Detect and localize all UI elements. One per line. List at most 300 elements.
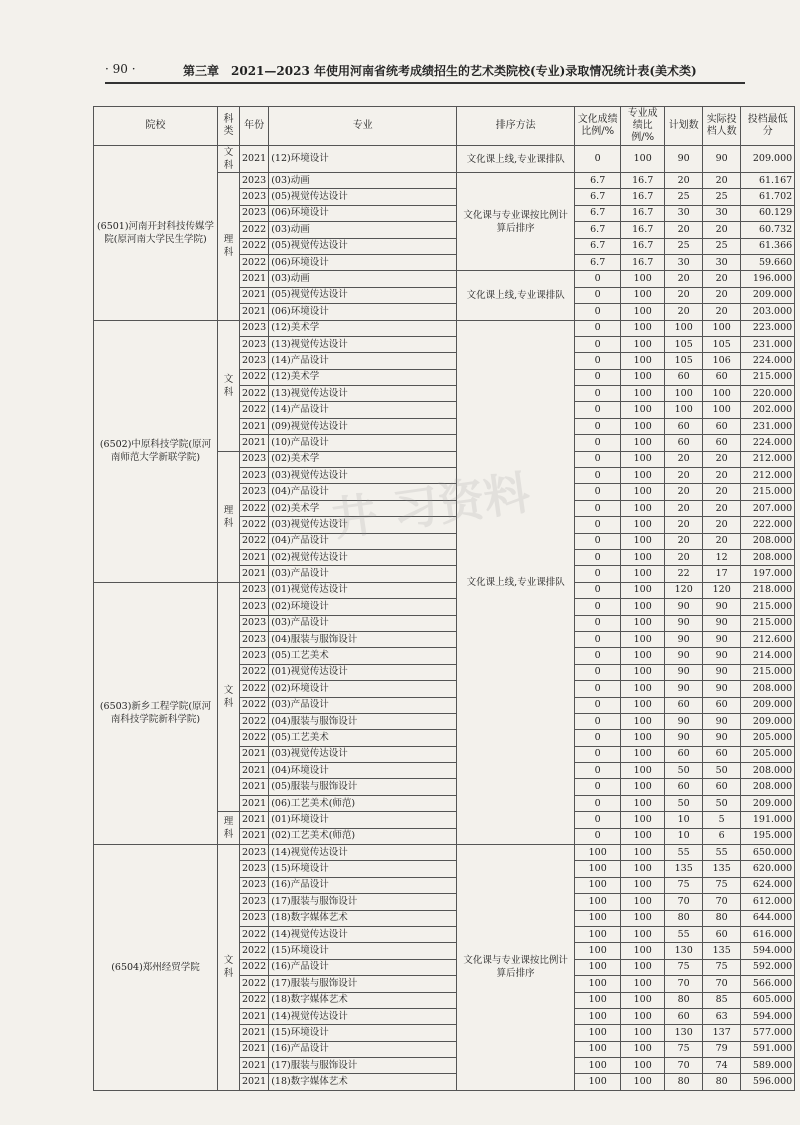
year-cell: 2022 <box>240 664 269 680</box>
culture-ratio-cell: 6.7 <box>575 238 621 254</box>
min-score-cell: 61.366 <box>741 238 795 254</box>
year-cell: 2021 <box>240 1008 269 1024</box>
culture-ratio-cell: 0 <box>575 746 621 762</box>
major-ratio-cell: 100 <box>621 877 665 893</box>
major-ratio-cell: 100 <box>621 910 665 926</box>
major-ratio-cell: 100 <box>621 648 665 664</box>
admitted-count-cell: 135 <box>703 943 741 959</box>
col-major: 专业 <box>269 107 457 146</box>
school-name: (6504)郑州经贸学院 <box>94 845 218 1091</box>
major-cell: (05)工艺美术 <box>269 730 457 746</box>
plan-count-cell: 20 <box>665 173 703 189</box>
major-ratio-cell: 100 <box>621 926 665 942</box>
culture-ratio-cell: 0 <box>575 500 621 516</box>
admitted-count-cell: 63 <box>703 1008 741 1024</box>
min-score-cell: 209.000 <box>741 795 795 811</box>
culture-ratio-cell: 100 <box>575 910 621 926</box>
culture-ratio-cell: 100 <box>575 877 621 893</box>
major-cell: (12)美术学 <box>269 320 457 336</box>
culture-ratio-cell: 0 <box>575 386 621 402</box>
plan-count-cell: 90 <box>665 681 703 697</box>
admitted-count-cell: 135 <box>703 861 741 877</box>
min-score-cell: 207.000 <box>741 500 795 516</box>
admitted-count-cell: 20 <box>703 533 741 549</box>
admitted-count-cell: 6 <box>703 828 741 844</box>
min-score-cell: 197.000 <box>741 566 795 582</box>
culture-ratio-cell: 0 <box>575 599 621 615</box>
col-school: 院校 <box>94 107 218 146</box>
min-score-cell: 196.000 <box>741 271 795 287</box>
plan-count-cell: 50 <box>665 763 703 779</box>
year-cell: 2022 <box>240 500 269 516</box>
major-cell: (03)动画 <box>269 222 457 238</box>
major-ratio-cell: 100 <box>621 336 665 352</box>
culture-ratio-cell: 0 <box>575 533 621 549</box>
min-score-cell: 215.000 <box>741 664 795 680</box>
admitted-count-cell: 60 <box>703 369 741 385</box>
min-score-cell: 208.000 <box>741 533 795 549</box>
major-ratio-cell: 16.7 <box>621 238 665 254</box>
plan-count-cell: 10 <box>665 812 703 828</box>
major-ratio-cell: 100 <box>621 271 665 287</box>
major-ratio-cell: 100 <box>621 943 665 959</box>
year-cell: 2023 <box>240 320 269 336</box>
admitted-count-cell: 20 <box>703 468 741 484</box>
plan-count-cell: 100 <box>665 402 703 418</box>
culture-ratio-cell: 0 <box>575 369 621 385</box>
major-ratio-cell: 16.7 <box>621 205 665 221</box>
year-cell: 2021 <box>240 1074 269 1090</box>
plan-count-cell: 55 <box>665 845 703 861</box>
min-score-cell: 620.000 <box>741 861 795 877</box>
major-ratio-cell: 100 <box>621 631 665 647</box>
plan-count-cell: 75 <box>665 877 703 893</box>
year-cell: 2021 <box>240 795 269 811</box>
major-cell: (03)产品设计 <box>269 566 457 582</box>
major-cell: (10)产品设计 <box>269 435 457 451</box>
plan-count-cell: 90 <box>665 146 703 173</box>
major-ratio-cell: 100 <box>621 730 665 746</box>
col-culture-ratio: 文化成绩比例/% <box>575 107 621 146</box>
major-cell: (16)产品设计 <box>269 877 457 893</box>
min-score-cell: 208.000 <box>741 549 795 565</box>
admitted-count-cell: 90 <box>703 146 741 173</box>
culture-ratio-cell: 100 <box>575 1058 621 1074</box>
col-admitted: 实际投档人数 <box>703 107 741 146</box>
culture-ratio-cell: 100 <box>575 861 621 877</box>
admitted-count-cell: 80 <box>703 910 741 926</box>
year-cell: 2023 <box>240 336 269 352</box>
admitted-count-cell: 50 <box>703 795 741 811</box>
admitted-count-cell: 20 <box>703 484 741 500</box>
major-cell: (14)产品设计 <box>269 402 457 418</box>
year-cell: 2022 <box>240 238 269 254</box>
admitted-count-cell: 137 <box>703 1025 741 1041</box>
culture-ratio-cell: 0 <box>575 320 621 336</box>
major-ratio-cell: 100 <box>621 828 665 844</box>
admitted-count-cell: 70 <box>703 976 741 992</box>
watermark: 井 习资料 <box>327 465 534 547</box>
admitted-count-cell: 30 <box>703 205 741 221</box>
year-cell: 2022 <box>240 533 269 549</box>
min-score-cell: 224.000 <box>741 435 795 451</box>
year-cell: 2022 <box>240 517 269 533</box>
min-score-cell: 205.000 <box>741 746 795 762</box>
min-score-cell: 212.000 <box>741 451 795 467</box>
major-cell: (04)环境设计 <box>269 763 457 779</box>
major-cell: (04)产品设计 <box>269 533 457 549</box>
table-row <box>94 582 795 598</box>
major-cell: (14)视觉传达设计 <box>269 845 457 861</box>
min-score-cell: 205.000 <box>741 730 795 746</box>
major-ratio-cell: 100 <box>621 1074 665 1090</box>
plan-count-cell: 75 <box>665 959 703 975</box>
year-cell: 2021 <box>240 1025 269 1041</box>
min-score-cell: 624.000 <box>741 877 795 893</box>
year-cell: 2022 <box>240 254 269 270</box>
major-ratio-cell: 100 <box>621 681 665 697</box>
major-cell: (03)动画 <box>269 271 457 287</box>
plan-count-cell: 90 <box>665 664 703 680</box>
page-number: · 90 · <box>105 62 136 76</box>
plan-count-cell: 90 <box>665 713 703 729</box>
method-cell: 文化课上线,专业课排队 <box>457 146 575 173</box>
plan-count-cell: 22 <box>665 566 703 582</box>
admitted-count-cell: 80 <box>703 1074 741 1090</box>
major-cell: (14)产品设计 <box>269 353 457 369</box>
admitted-count-cell: 75 <box>703 877 741 893</box>
major-cell: (05)服装与服饰设计 <box>269 779 457 795</box>
culture-ratio-cell: 100 <box>575 845 621 861</box>
admitted-count-cell: 12 <box>703 549 741 565</box>
min-score-cell: 215.000 <box>741 369 795 385</box>
col-year: 年份 <box>240 107 269 146</box>
plan-count-cell: 20 <box>665 484 703 500</box>
major-ratio-cell: 100 <box>621 418 665 434</box>
major-ratio-cell: 100 <box>621 566 665 582</box>
year-cell: 2021 <box>240 1058 269 1074</box>
year-cell: 2021 <box>240 287 269 303</box>
plan-count-cell: 60 <box>665 369 703 385</box>
min-score-cell: 203.000 <box>741 304 795 320</box>
min-score-cell: 220.000 <box>741 386 795 402</box>
year-cell: 2023 <box>240 582 269 598</box>
admitted-count-cell: 100 <box>703 386 741 402</box>
major-cell: (16)产品设计 <box>269 959 457 975</box>
admitted-count-cell: 55 <box>703 845 741 861</box>
culture-ratio-cell: 100 <box>575 926 621 942</box>
min-score-cell: 61.702 <box>741 189 795 205</box>
admitted-count-cell: 106 <box>703 353 741 369</box>
admitted-count-cell: 50 <box>703 763 741 779</box>
min-score-cell: 218.000 <box>741 582 795 598</box>
year-cell: 2022 <box>240 402 269 418</box>
major-cell: (04)产品设计 <box>269 484 457 500</box>
plan-count-cell: 130 <box>665 943 703 959</box>
plan-count-cell: 20 <box>665 468 703 484</box>
admission-table <box>93 106 795 1091</box>
page-title: 第三章 2021—2023 年使用河南省统考成绩招生的艺术类院校(专业)录取情况统计表(美术类) <box>183 64 697 78</box>
culture-ratio-cell: 0 <box>575 795 621 811</box>
admitted-count-cell: 90 <box>703 664 741 680</box>
major-ratio-cell: 100 <box>621 402 665 418</box>
plan-count-cell: 20 <box>665 451 703 467</box>
year-cell: 2022 <box>240 926 269 942</box>
culture-ratio-cell: 0 <box>575 730 621 746</box>
plan-count-cell: 90 <box>665 615 703 631</box>
admitted-count-cell: 100 <box>703 402 741 418</box>
major-cell: (06)工艺美术(师范) <box>269 795 457 811</box>
major-ratio-cell: 100 <box>621 484 665 500</box>
culture-ratio-cell: 0 <box>575 451 621 467</box>
major-cell: (04)服装与服饰设计 <box>269 631 457 647</box>
min-score-cell: 215.000 <box>741 484 795 500</box>
culture-ratio-cell: 0 <box>575 336 621 352</box>
min-score-cell: 222.000 <box>741 517 795 533</box>
min-score-cell: 60.129 <box>741 205 795 221</box>
major-cell: (03)产品设计 <box>269 615 457 631</box>
major-ratio-cell: 100 <box>621 959 665 975</box>
culture-ratio-cell: 0 <box>575 582 621 598</box>
plan-count-cell: 60 <box>665 435 703 451</box>
year-cell: 2021 <box>240 418 269 434</box>
year-cell: 2022 <box>240 976 269 992</box>
major-cell: (02)环境设计 <box>269 681 457 697</box>
admitted-count-cell: 5 <box>703 812 741 828</box>
method-cell: 文化课上线,专业课排队 <box>457 271 575 320</box>
culture-ratio-cell: 0 <box>575 402 621 418</box>
min-score-cell: 224.000 <box>741 353 795 369</box>
col-major-ratio: 专业成绩比例/% <box>621 107 665 146</box>
major-ratio-cell: 100 <box>621 746 665 762</box>
major-ratio-cell: 16.7 <box>621 254 665 270</box>
major-cell: (16)产品设计 <box>269 1041 457 1057</box>
admitted-count-cell: 25 <box>703 189 741 205</box>
major-ratio-cell: 16.7 <box>621 173 665 189</box>
major-ratio-cell: 100 <box>621 435 665 451</box>
year-cell: 2021 <box>240 146 269 173</box>
major-cell: (01)视觉传达设计 <box>269 582 457 598</box>
culture-ratio-cell: 100 <box>575 976 621 992</box>
culture-ratio-cell: 0 <box>575 664 621 680</box>
year-cell: 2021 <box>240 828 269 844</box>
plan-count-cell: 20 <box>665 500 703 516</box>
year-cell: 2021 <box>240 549 269 565</box>
culture-ratio-cell: 0 <box>575 763 621 779</box>
culture-ratio-cell: 0 <box>575 812 621 828</box>
year-cell: 2021 <box>240 1041 269 1057</box>
major-cell: (18)数字媒体艺术 <box>269 992 457 1008</box>
year-cell: 2023 <box>240 189 269 205</box>
culture-ratio-cell: 100 <box>575 1074 621 1090</box>
admitted-count-cell: 90 <box>703 615 741 631</box>
min-score-cell: 212.600 <box>741 631 795 647</box>
admitted-count-cell: 120 <box>703 582 741 598</box>
year-cell: 2022 <box>240 992 269 1008</box>
year-cell: 2023 <box>240 648 269 664</box>
admitted-count-cell: 85 <box>703 992 741 1008</box>
min-score-cell: 215.000 <box>741 615 795 631</box>
major-ratio-cell: 100 <box>621 533 665 549</box>
culture-ratio-cell: 0 <box>575 828 621 844</box>
admitted-count-cell: 20 <box>703 517 741 533</box>
admitted-count-cell: 60 <box>703 746 741 762</box>
plan-count-cell: 30 <box>665 205 703 221</box>
method-cell: 文化课与专业课按比例计算后排序 <box>457 845 575 1091</box>
culture-ratio-cell: 6.7 <box>575 173 621 189</box>
major-ratio-cell: 100 <box>621 795 665 811</box>
major-cell: (14)视觉传达设计 <box>269 1008 457 1024</box>
admitted-count-cell: 20 <box>703 287 741 303</box>
major-ratio-cell: 100 <box>621 304 665 320</box>
year-cell: 2022 <box>240 697 269 713</box>
min-score-cell: 208.000 <box>741 779 795 795</box>
major-ratio-cell: 100 <box>621 599 665 615</box>
admitted-count-cell: 20 <box>703 222 741 238</box>
school-name: (6501)河南开封科技传媒学院(原河南大学民生学院) <box>94 146 218 321</box>
major-cell: (15)环境设计 <box>269 943 457 959</box>
min-score-cell: 596.000 <box>741 1074 795 1090</box>
major-ratio-cell: 100 <box>621 779 665 795</box>
culture-ratio-cell: 0 <box>575 146 621 173</box>
plan-count-cell: 10 <box>665 828 703 844</box>
plan-count-cell: 90 <box>665 599 703 615</box>
major-cell: (18)数字媒体艺术 <box>269 910 457 926</box>
year-cell: 2021 <box>240 566 269 582</box>
major-cell: (01)视觉传达设计 <box>269 664 457 680</box>
table-row <box>94 146 795 173</box>
min-score-cell: 612.000 <box>741 894 795 910</box>
culture-ratio-cell: 100 <box>575 1041 621 1057</box>
min-score-cell: 231.000 <box>741 336 795 352</box>
plan-count-cell: 75 <box>665 1041 703 1057</box>
year-cell: 2022 <box>240 681 269 697</box>
culture-ratio-cell: 0 <box>575 566 621 582</box>
culture-ratio-cell: 0 <box>575 287 621 303</box>
culture-ratio-cell: 6.7 <box>575 222 621 238</box>
year-cell: 2023 <box>240 173 269 189</box>
plan-count-cell: 20 <box>665 222 703 238</box>
major-cell: (05)工艺美术 <box>269 648 457 664</box>
year-cell: 2022 <box>240 959 269 975</box>
admitted-count-cell: 79 <box>703 1041 741 1057</box>
year-cell: 2023 <box>240 861 269 877</box>
min-score-cell: 202.000 <box>741 402 795 418</box>
major-ratio-cell: 100 <box>621 451 665 467</box>
culture-ratio-cell: 100 <box>575 1025 621 1041</box>
method-cell: 文化课与专业课按比例计算后排序 <box>457 173 575 271</box>
major-cell: (12)环境设计 <box>269 146 457 173</box>
major-ratio-cell: 100 <box>621 500 665 516</box>
culture-ratio-cell: 100 <box>575 992 621 1008</box>
plan-count-cell: 60 <box>665 1008 703 1024</box>
plan-count-cell: 90 <box>665 648 703 664</box>
year-cell: 2023 <box>240 353 269 369</box>
culture-ratio-cell: 6.7 <box>575 205 621 221</box>
min-score-cell: 231.000 <box>741 418 795 434</box>
admitted-count-cell: 20 <box>703 451 741 467</box>
culture-ratio-cell: 0 <box>575 484 621 500</box>
plan-count-cell: 80 <box>665 992 703 1008</box>
year-cell: 2022 <box>240 369 269 385</box>
culture-ratio-cell: 0 <box>575 615 621 631</box>
culture-ratio-cell: 6.7 <box>575 189 621 205</box>
min-score-cell: 208.000 <box>741 763 795 779</box>
major-ratio-cell: 100 <box>621 287 665 303</box>
major-ratio-cell: 100 <box>621 386 665 402</box>
min-score-cell: 209.000 <box>741 713 795 729</box>
major-cell: (02)美术学 <box>269 451 457 467</box>
culture-ratio-cell: 0 <box>575 271 621 287</box>
major-ratio-cell: 100 <box>621 369 665 385</box>
major-ratio-cell: 100 <box>621 992 665 1008</box>
admitted-count-cell: 30 <box>703 254 741 270</box>
admitted-count-cell: 20 <box>703 500 741 516</box>
admitted-count-cell: 25 <box>703 238 741 254</box>
min-score-cell: 209.000 <box>741 697 795 713</box>
major-ratio-cell: 100 <box>621 664 665 680</box>
year-cell: 2021 <box>240 746 269 762</box>
culture-ratio-cell: 0 <box>575 631 621 647</box>
culture-ratio-cell: 100 <box>575 1008 621 1024</box>
year-cell: 2023 <box>240 845 269 861</box>
plan-count-cell: 105 <box>665 336 703 352</box>
school-name: (6502)中原科技学院(原河南师范大学新联学院) <box>94 320 218 582</box>
min-score-cell: 589.000 <box>741 1058 795 1074</box>
major-ratio-cell: 100 <box>621 517 665 533</box>
major-ratio-cell: 100 <box>621 812 665 828</box>
plan-count-cell: 80 <box>665 910 703 926</box>
major-ratio-cell: 100 <box>621 353 665 369</box>
culture-ratio-cell: 100 <box>575 943 621 959</box>
plan-count-cell: 70 <box>665 976 703 992</box>
page-header <box>105 62 745 80</box>
admitted-count-cell: 20 <box>703 304 741 320</box>
admitted-count-cell: 100 <box>703 320 741 336</box>
major-cell: (14)视觉传达设计 <box>269 926 457 942</box>
major-ratio-cell: 100 <box>621 697 665 713</box>
culture-ratio-cell: 0 <box>575 468 621 484</box>
year-cell: 2022 <box>240 222 269 238</box>
min-score-cell: 209.000 <box>741 146 795 173</box>
min-score-cell: 215.000 <box>741 599 795 615</box>
culture-ratio-cell: 0 <box>575 304 621 320</box>
admitted-count-cell: 90 <box>703 648 741 664</box>
category-cell: 理科 <box>218 812 240 845</box>
year-cell: 2021 <box>240 271 269 287</box>
min-score-cell: 594.000 <box>741 1008 795 1024</box>
culture-ratio-cell: 0 <box>575 435 621 451</box>
major-cell: (13)视觉传达设计 <box>269 386 457 402</box>
category-cell: 理科 <box>218 173 240 321</box>
year-cell: 2023 <box>240 451 269 467</box>
year-cell: 2023 <box>240 468 269 484</box>
major-cell: (02)视觉传达设计 <box>269 549 457 565</box>
admitted-count-cell: 75 <box>703 959 741 975</box>
year-cell: 2023 <box>240 484 269 500</box>
admitted-count-cell: 90 <box>703 681 741 697</box>
plan-count-cell: 50 <box>665 795 703 811</box>
major-ratio-cell: 16.7 <box>621 222 665 238</box>
major-cell: (03)产品设计 <box>269 697 457 713</box>
min-score-cell: 60.732 <box>741 222 795 238</box>
admitted-count-cell: 74 <box>703 1058 741 1074</box>
plan-count-cell: 20 <box>665 271 703 287</box>
admitted-count-cell: 60 <box>703 435 741 451</box>
plan-count-cell: 105 <box>665 353 703 369</box>
major-ratio-cell: 100 <box>621 763 665 779</box>
major-ratio-cell: 16.7 <box>621 189 665 205</box>
